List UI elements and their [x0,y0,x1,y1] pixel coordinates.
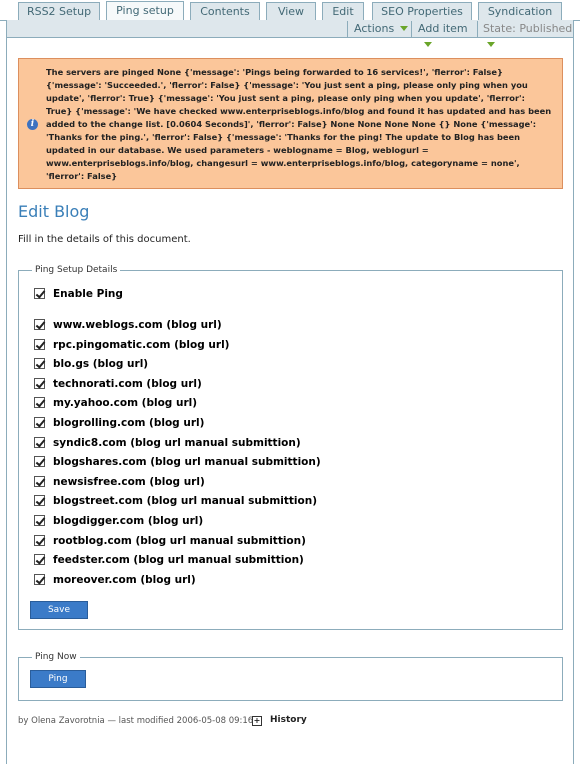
ping-service-checkbox[interactable] [34,319,45,330]
enable-ping-label: Enable Ping [53,288,123,300]
tab-bar [0,0,580,21]
ping-service-label: blo.gs (blog url) [53,358,149,371]
history-label: History [270,715,307,725]
ping-service-checkbox[interactable] [34,417,45,428]
expand-plus-icon: + [253,716,261,725]
ping-service-checkbox[interactable] [34,378,45,389]
ping-setup-legend: Ping Setup Details [32,265,120,275]
page-title: Edit Blog [18,202,90,221]
tab-contents[interactable]: Contents [190,2,260,20]
page-description: Fill in the details of this document. [18,234,191,245]
state-value: Published [519,22,573,35]
ping-button[interactable]: Ping [30,670,86,688]
tab-view[interactable]: View [266,2,316,20]
history-toggle[interactable] [252,715,307,726]
chevron-down-icon [400,26,408,31]
add-item-label: Add item [418,22,468,35]
info-icon: i [27,119,38,130]
ping-service-checkbox[interactable] [34,397,45,408]
portal-message [18,58,563,189]
content-actions-bar [6,20,574,38]
ping-service-checkbox[interactable] [34,456,45,467]
ping-now-legend: Ping Now [32,652,80,662]
ping-service-label: feedster.com (blog url manual submittion) [53,554,304,567]
ping-service-checkbox[interactable] [34,495,45,506]
ping-service-label: rootblog.com (blog url manual submittion) [53,534,306,547]
ping-service-label: www.weblogs.com (blog url) [53,319,222,331]
state-label: State: [483,22,516,35]
ping-service-label: newsisfree.com (blog url) [53,475,205,488]
document-byline: by Olena Zavorotnia — last modified 2006-05-08 09:16 [18,716,254,726]
actions-menu[interactable] [347,21,411,37]
tab-rss2-setup[interactable]: RSS2 Setup [18,2,100,20]
tab-ping-setup[interactable]: Ping setup [106,1,184,21]
tab-edit[interactable]: Edit [322,2,364,20]
ping-service-label: blogdigger.com (blog url) [53,515,204,527]
ping-service-checkbox[interactable] [34,437,45,448]
ping-service-label: rpc.pingomatic.com (blog url) [53,338,230,351]
tab-syndication[interactable]: Syndication [478,2,562,20]
ping-service-label: moreover.com (blog url) [53,573,196,586]
save-button[interactable]: Save [30,601,88,619]
ping-service-checkbox[interactable] [34,476,45,487]
add-item-menu[interactable] [411,21,477,37]
ping-service-label: blogstreet.com (blog url manual submittion) [53,495,318,508]
enable-ping-checkbox[interactable] [34,288,45,299]
ping-service-label: blogshares.com (blog url manual submittion) [53,456,321,469]
ping-service-label: my.yahoo.com (blog url) [53,397,198,410]
ping-service-checkbox[interactable] [34,339,45,350]
message-text: The servers are pinged None {'message': 'Pings being forwarded to 16 services!', 'flerror': False} {'message': 'Succeeded.', 'flerror': False} {'message': 'You just sent a ping, please only ping when you update', 'flerror': True} {'message': 'You just sent a ping, please only ping when you update', 'flerror': True} {'message': 'We have checked www.enterpriseblogs.info/blog and found it has updated and has been added to the change list. [0.0604 Seconds]', 'flerror': False} None None None None {} None {'message': 'Thanks for the ping.', 'flerror': False} {'message': 'Thanks for the ping! The update to Blog has been updated in our database. We used parameters - weblogname = Blog, weblogurl = www.enterpriseblogs.info/blog, changesurl = www.enterpriseblogs.info/blog, categoryname = none', 'flerror': False} [46,67,552,181]
actions-label: Actions [354,22,395,35]
ping-service-checkbox[interactable] [34,574,45,585]
ping-now-fieldset [18,657,563,701]
ping-service-checkbox[interactable] [34,535,45,546]
state-menu[interactable] [477,21,575,37]
ping-service-checkbox[interactable] [34,554,45,565]
ping-service-label: technorati.com (blog url) [53,377,202,390]
ping-service-label: blogrolling.com (blog url) [53,417,205,429]
ping-service-checkbox[interactable] [34,358,45,369]
ping-service-checkbox[interactable] [34,515,45,526]
tab-seo-properties[interactable]: SEO Properties [372,2,472,20]
ping-service-label: syndic8.com (blog url manual submittion) [53,436,301,449]
